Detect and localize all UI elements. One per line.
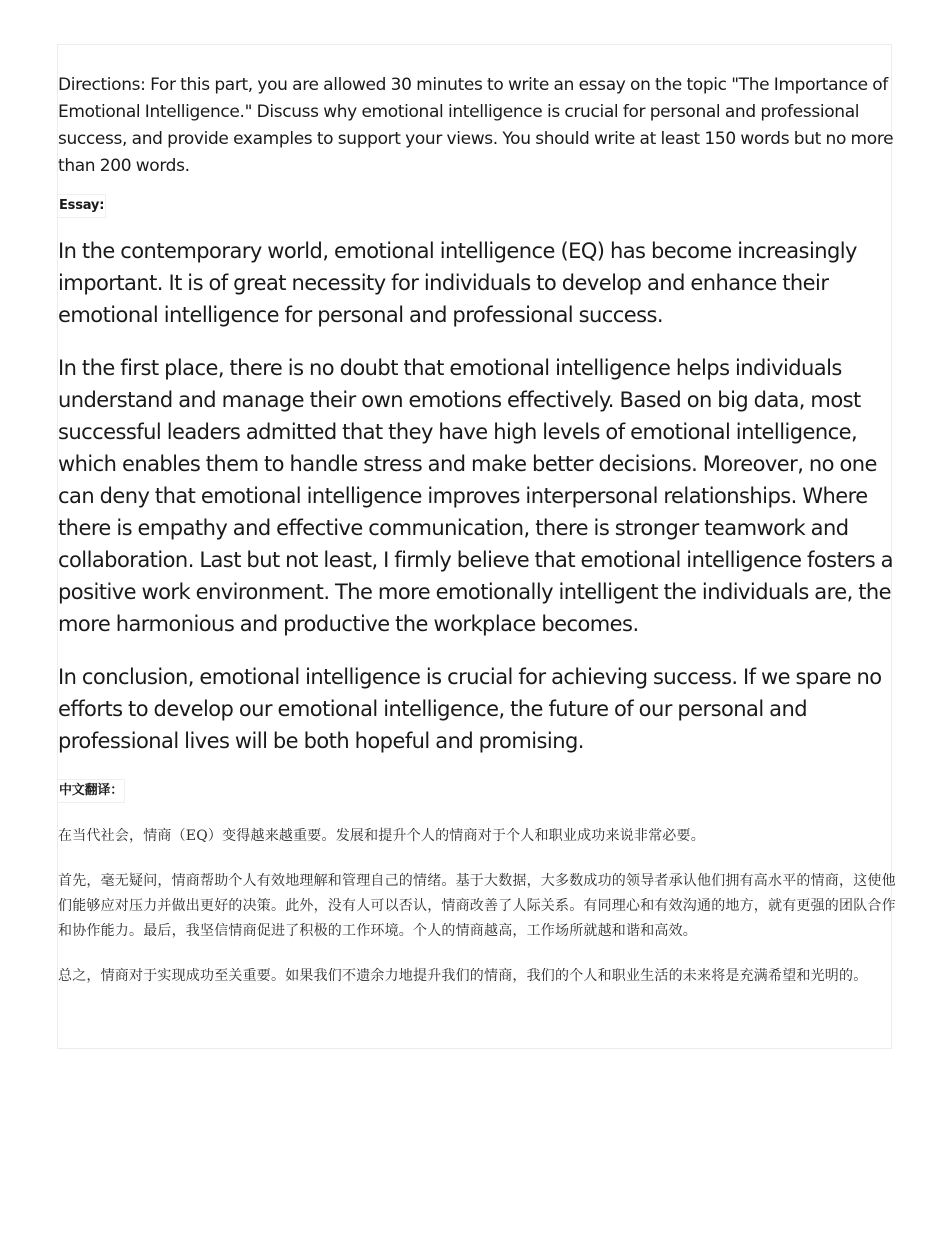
directions-text: Directions: For this part, you are allowed 30 minutes to write an essay on the topic "The Importance of Emotional Intelligence." Discuss why emotional intelligence is crucial for personal and professional success, and provide examples to support your views. You should write at least 150 words but no more than 200 words.	[58, 75, 894, 176]
translation-label-row	[58, 779, 896, 803]
translation-paragraph-conclusion: 总之，情商对于实现成功至关重要。如果我们不遗余力地提升我们的情商，我们的个人和职业生活的未来将是充满希望和光明的。	[58, 968, 868, 984]
translation-paragraph-intro: 在当代社会，情商（EQ）变得越来越重要。发展和提升个人的情商对于个人和职业成功来说非常必要。	[58, 828, 705, 844]
essay-label-row	[58, 194, 896, 218]
document-content	[58, 72, 896, 989]
essay-paragraph-body: In the first place, there is no doubt that emotional intelligence helps individuals understand and manage their own emotions effectively. Based on big data, most successful leaders admitted that they have high levels of emotional intelligence, which enables them to handle stress and make better decisions. Moreover, no one can deny that emotional intelligence improves interpersonal relationships. Where there is empathy and effective communication, there is stronger teamwork and collaboration. Last but not least, I firmly believe that emotional intelligence fosters a positive work environment. The more emotionally intelligent the individuals are, the more harmonious and productive the workplace becomes.	[58, 356, 893, 636]
translation-paragraph-body: 首先，毫无疑问，情商帮助个人有效地理解和管理自己的情绪。基于大数据，大多数成功的领导者承认他们拥有高水平的情商，这使他们能够应对压力并做出更好的决策。此外，没有人可以否认，情商改善了人际关系。有同理心和有效沟通的地方，就有更强的团队合作和协作能力。最后，我坚信情商促进了积极的工作环境。个人的情商越高，工作场所就越和谐和高效。	[58, 873, 896, 939]
essay-label: Essay:	[58, 194, 106, 218]
essay-paragraph-conclusion: In conclusion, emotional intelligence is crucial for achieving success. If we spare no efforts to develop our emotional intelligence, the future of our personal and professional lives will be both hopeful and promising.	[58, 665, 882, 753]
essay-paragraph-intro: In the contemporary world, emotional intelligence (EQ) has become increasingly important. It is of great necessity for individuals to develop and enhance their emotional intelligence for personal and professional success.	[58, 239, 857, 327]
translation-label: 中文翻译：	[58, 779, 125, 803]
